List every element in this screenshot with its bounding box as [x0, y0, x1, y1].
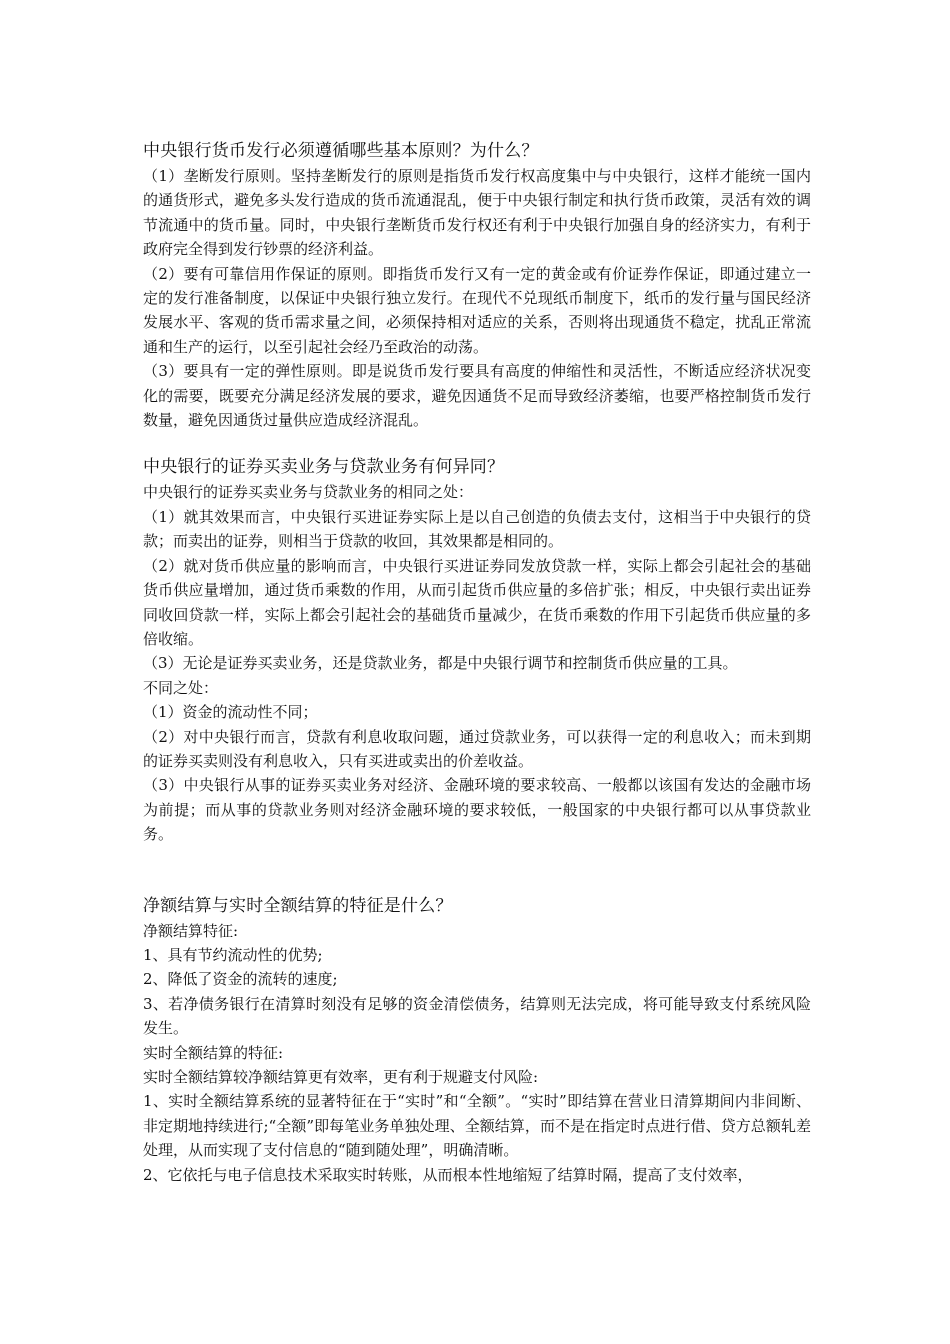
- section-spacer: [143, 847, 811, 893]
- paragraph: （3）中央银行从事的证券买卖业务对经济、金融环境的要求较高、一般都以该国有发达的金融市场为前提；而从事的贷款业务则对经济金融环境的要求较低，一般国家的中央银行都可以从事贷款业务。: [143, 776, 811, 844]
- paragraph: （3）无论是证券买卖业务，还是贷款业务，都是中央银行调节和控制货币供应量的工具。: [143, 654, 738, 673]
- paragraph: （1）资金的流动性不同；: [143, 703, 318, 722]
- paragraph: （2）要有可靠信用作保证的原则。即指货币发行又有一定的黄金或有价证券作保证，即通过建立一定的发行准备制度，以保证中央银行独立发行。在现代不兑现纸币制度下，纸币的发行量与国民经济发展水平、客观的货币需求量之间，必须保持相对适应的关系，否则将出现通货不稳定，扰乱正常流通和生产的运行，以至引起社会经乃至政治的动荡。: [143, 264, 811, 356]
- paragraph: 实时全额结算较净额结算更有效率，更有利于规避支付风险:: [143, 1068, 539, 1086]
- paragraph: 2、它依托与电子信息技术采取实时转账，从而根本性地缩短了结算时隔，提高了支付效率，: [143, 1165, 753, 1184]
- paragraph: 2、降低了资金的流转的速度;: [143, 970, 338, 989]
- paragraph: 实时全额结算的特征:: [143, 1043, 284, 1062]
- paragraph: （2）对中央银行而言，贷款有利息收取问题，通过贷款业务，可以获得一定的利息收入；而未到期的证券买卖则没有利息收入，只有买进或卖出的价差收益。: [143, 727, 811, 770]
- paragraph: （3）要具有一定的弹性原则。即是说货币发行要具有高度的伸缩性和灵活性，不断适应经济状况变化的需要，既要充分满足经济发展的要求，避免因通货不足而导致经济萎缩，也要严格控制货币发行数量，避免因通货过量供应造成经济混乱。: [143, 362, 811, 430]
- section-securities-vs-loans: [143, 454, 811, 846]
- document-body: [143, 138, 811, 1187]
- paragraph: （2）就对货币供应量的影响而言，中央银行买进证券同发放贷款一样，实际上都会引起社会的基础货币供应量增加，通过货币乘数的作用，从而引起货币供应量的多倍扩张；相反，中央银行卖出证券同收回贷款一样，实际上都会引起社会的基础货币量减少，在货币乘数的作用下引起货币供应量的多倍收缩。: [143, 556, 811, 648]
- section-title: 中央银行的证券买卖业务与贷款业务有何异同？: [143, 457, 505, 478]
- paragraph: 净额结算特征:: [143, 921, 239, 940]
- paragraph: （1）垄断发行原则。坚持垄断发行的原则是指货币发行权高度集中与中央银行，这样才能统一国内的通货形式，避免多头发行造成的货币流通混乱，便于中央银行制定和执行货币政策，灵活有效的调节流通中的货币量。同时，中央银行垄断货币发行权还有利于中央银行加强自身的经济实力，有利于政府完全得到发行钞票的经济利益。: [143, 167, 811, 259]
- section-issuance-principles: [143, 138, 811, 432]
- section-spacer: [143, 432, 811, 454]
- section-settlement-features: [143, 893, 811, 1187]
- section-title: 中央银行货币发行必须遵循哪些基本原则？为什么？: [143, 141, 539, 161]
- paragraph: 3、若净债务银行在清算时刻没有足够的资金清偿债务，结算则无法完成，将可能导致支付系统风险发生。: [143, 994, 811, 1038]
- section-title: 净额结算与实时全额结算的特征是什么？: [143, 895, 453, 916]
- paragraph: （1）就其效果而言，中央银行买进证券实际上是以自己创造的负债去支付，这相当于中央银行的贷款；而卖出的证券，则相当于贷款的收回，其效果都是相同的。: [143, 507, 811, 551]
- paragraph: 中央银行的证券买卖业务与贷款业务的相同之处：: [143, 483, 474, 502]
- paragraph: 1、实时全额结算系统的显著特征在于“实时”和“全额”。“实时”即结算在营业日清算期间内非间断、非定期地持续进行;“全额”即每笔业务单独处理、全额结算，而不是在指定时点进行借、贷方总额轧差处理，从而实现了支付信息的“随到随处理”，明确清晰。: [143, 1092, 811, 1160]
- paragraph: 不同之处：: [143, 678, 219, 697]
- paragraph: 1、具有节约流动性的优势;: [143, 945, 323, 964]
